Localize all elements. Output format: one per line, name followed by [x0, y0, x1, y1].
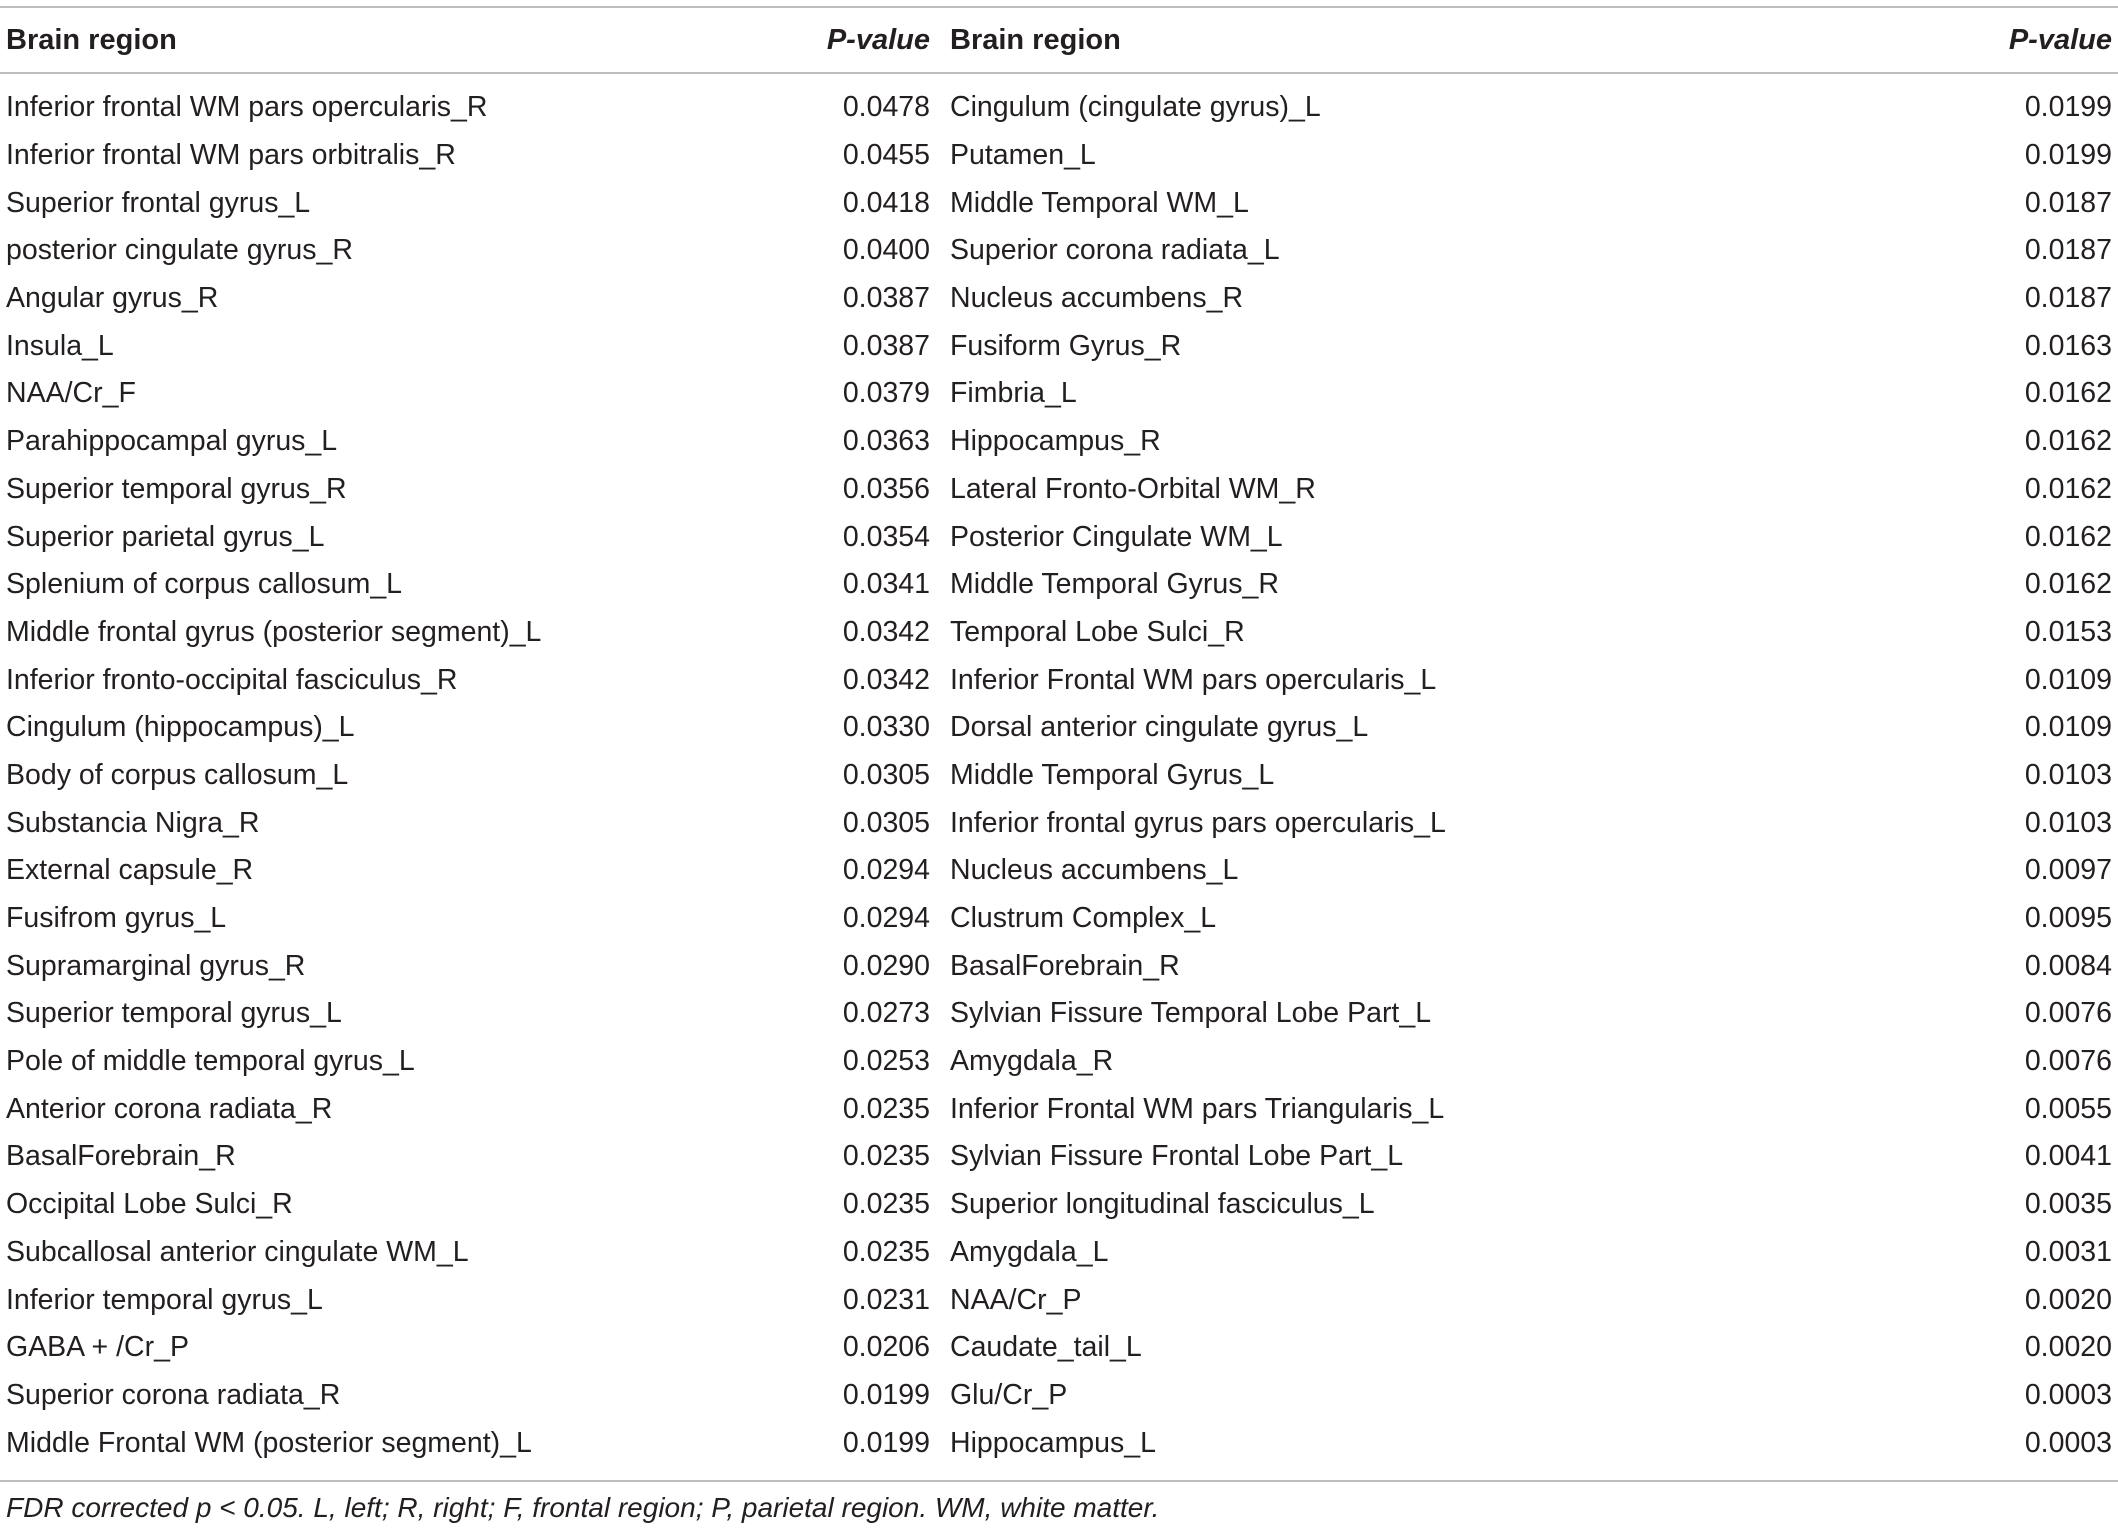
right-p-value-cell: 0.0187 — [2024, 234, 2112, 267]
left-p-value-cell: 0.0235 — [842, 1235, 930, 1268]
right-region-cell: Superior longitudinal fasciculus_L — [950, 1188, 1375, 1221]
right-region-cell: Amygdala_L — [950, 1235, 1109, 1268]
right-p-value-cell: 0.0162 — [2024, 377, 2112, 410]
right-p-value-cell: 0.0041 — [2024, 1140, 2112, 1173]
left-region-cell: Superior temporal gyrus_R — [6, 472, 347, 505]
right-region-cell: Amygdala_R — [950, 1045, 1114, 1078]
left-p-value-cell: 0.0342 — [842, 663, 930, 696]
table-row — [0, 227, 2118, 275]
right-region-cell: Putamen_L — [950, 139, 1096, 172]
right-region-cell: Lateral Fronto-Orbital WM_R — [950, 472, 1316, 505]
right-p-value-cell: 0.0199 — [2024, 139, 2112, 172]
left-region-cell: Cingulum (hippocampus)_L — [6, 711, 355, 744]
left-region-cell: Supramarginal gyrus_R — [6, 949, 306, 982]
left-region-cell: Occipital Lobe Sulci_R — [6, 1188, 293, 1221]
right-region-cell: BasalForebrain_R — [950, 949, 1180, 982]
table-row — [0, 990, 2118, 1038]
table-row — [0, 799, 2118, 847]
left-p-value-cell: 0.0231 — [842, 1283, 930, 1316]
right-p-value-cell: 0.0162 — [2024, 520, 2112, 553]
table-row — [0, 1085, 2118, 1133]
left-region-cell: External capsule_R — [6, 854, 254, 887]
left-region-cell: Inferior fronto-occipital fasciculus_R — [6, 663, 458, 696]
right-region-cell: Caudate_tail_L — [950, 1331, 1142, 1364]
header-p-value-left-label: P-value — [826, 23, 930, 56]
table-body — [0, 72, 2118, 1467]
header-row — [0, 8, 2118, 72]
left-p-value-cell: 0.0235 — [842, 1140, 930, 1173]
right-region-cell: Hippocampus_R — [950, 425, 1161, 458]
left-region-cell: Parahippocampal gyrus_L — [6, 425, 338, 458]
right-p-value-cell: 0.0003 — [2024, 1378, 2112, 1411]
right-p-value-cell: 0.0020 — [2024, 1283, 2112, 1316]
right-p-value-cell: 0.0076 — [2024, 1045, 2112, 1078]
left-region-cell: Anterior corona radiata_R — [6, 1092, 333, 1125]
bottom-rule — [0, 1480, 2118, 1482]
left-p-value-cell: 0.0400 — [842, 234, 930, 267]
left-p-value-cell: 0.0478 — [842, 91, 930, 124]
right-p-value-cell: 0.0187 — [2024, 282, 2112, 315]
left-p-value-cell: 0.0206 — [842, 1331, 930, 1364]
left-p-value-cell: 0.0235 — [842, 1092, 930, 1125]
right-region-cell: Middle Temporal Gyrus_R — [950, 568, 1279, 601]
table-row — [0, 1419, 2118, 1467]
table-row — [0, 752, 2118, 800]
right-region-cell: Nucleus accumbens_L — [950, 854, 1239, 887]
left-region-cell: BasalForebrain_R — [6, 1140, 236, 1173]
right-p-value-cell: 0.0153 — [2024, 615, 2112, 648]
left-region-cell: NAA/Cr_F — [6, 377, 136, 410]
left-p-value-cell: 0.0305 — [842, 806, 930, 839]
left-p-value-cell: 0.0290 — [842, 949, 930, 982]
left-p-value-cell: 0.0235 — [842, 1188, 930, 1221]
table-row — [0, 275, 2118, 323]
left-region-cell: Inferior temporal gyrus_L — [6, 1283, 323, 1316]
table-row — [0, 561, 2118, 609]
right-p-value-cell: 0.0084 — [2024, 949, 2112, 982]
left-p-value-cell: 0.0199 — [842, 1426, 930, 1459]
table-row — [0, 72, 2118, 132]
table-row — [0, 132, 2118, 180]
left-region-cell: Superior parietal gyrus_L — [6, 520, 325, 553]
left-p-value-cell: 0.0387 — [842, 329, 930, 362]
left-p-value-cell: 0.0341 — [842, 568, 930, 601]
right-region-cell: Hippocampus_L — [950, 1426, 1156, 1459]
right-region-cell: Inferior Frontal WM pars Triangularis_L — [950, 1092, 1445, 1125]
left-region-cell: Middle Frontal WM (posterior segment)_L — [6, 1426, 532, 1459]
table-row — [0, 370, 2118, 418]
table-row — [0, 1133, 2118, 1181]
left-p-value-cell: 0.0342 — [842, 615, 930, 648]
header-brain-region-right: Brain region — [950, 23, 1121, 56]
right-region-cell: Temporal Lobe Sulci_R — [950, 615, 1245, 648]
left-p-value-cell: 0.0273 — [842, 997, 930, 1030]
table-row — [0, 466, 2118, 514]
table-footnote: FDR corrected p < 0.05. L, left; R, right; F, frontal region; P, parietal region. WM, white matter. — [6, 1492, 1160, 1523]
right-p-value-cell: 0.0162 — [2024, 568, 2112, 601]
right-p-value-cell: 0.0109 — [2024, 711, 2112, 744]
table-row — [0, 1276, 2118, 1324]
header-p-value-right-label: P-value — [2008, 23, 2112, 56]
table-row — [0, 895, 2118, 943]
results-table — [0, 8, 2118, 1467]
right-region-cell: Inferior Frontal WM pars opercularis_L — [950, 663, 1437, 696]
right-p-value-cell: 0.0076 — [2024, 997, 2112, 1030]
left-p-value-cell: 0.0387 — [842, 282, 930, 315]
header-rule — [0, 72, 2118, 74]
table-row — [0, 1324, 2118, 1372]
left-region-cell: Insula_L — [6, 329, 114, 362]
table-row — [0, 179, 2118, 227]
right-p-value-cell: 0.0055 — [2024, 1092, 2112, 1125]
left-region-cell: Angular gyrus_R — [6, 282, 219, 315]
left-region-cell: Inferior frontal WM pars orbitralis_R — [6, 139, 456, 172]
left-p-value-cell: 0.0418 — [842, 186, 930, 219]
left-p-value-cell: 0.0379 — [842, 377, 930, 410]
right-region-cell: Dorsal anterior cingulate gyrus_L — [950, 711, 1369, 744]
left-p-value-cell: 0.0354 — [842, 520, 930, 553]
left-region-cell: Substancia Nigra_R — [6, 806, 260, 839]
left-p-value-cell: 0.0253 — [842, 1045, 930, 1078]
left-p-value-cell: 0.0455 — [842, 139, 930, 172]
table-row — [0, 418, 2118, 466]
right-p-value-cell: 0.0031 — [2024, 1235, 2112, 1268]
left-p-value-cell: 0.0356 — [842, 472, 930, 505]
table-row — [0, 704, 2118, 752]
left-region-cell: Subcallosal anterior cingulate WM_L — [6, 1235, 469, 1268]
right-p-value-cell: 0.0109 — [2024, 663, 2112, 696]
table-row — [0, 1181, 2118, 1229]
left-p-value-cell: 0.0330 — [842, 711, 930, 744]
right-region-cell: Nucleus accumbens_R — [950, 282, 1244, 315]
right-p-value-cell: 0.0003 — [2024, 1426, 2112, 1459]
right-p-value-cell: 0.0095 — [2024, 902, 2112, 935]
table-row — [0, 942, 2118, 990]
table-row — [0, 1372, 2118, 1420]
left-region-cell: Superior corona radiata_R — [6, 1378, 341, 1411]
table-row — [0, 656, 2118, 704]
left-p-value-cell: 0.0294 — [842, 902, 930, 935]
left-p-value-cell: 0.0305 — [842, 758, 930, 791]
right-region-cell: Middle Temporal WM_L — [950, 186, 1249, 219]
right-p-value-cell: 0.0097 — [2024, 854, 2112, 887]
left-p-value-cell: 0.0363 — [842, 425, 930, 458]
left-region-cell: Pole of middle temporal gyrus_L — [6, 1045, 415, 1078]
left-region-cell: Superior frontal gyrus_L — [6, 186, 311, 219]
table-row — [0, 1038, 2118, 1086]
right-region-cell: Middle Temporal Gyrus_L — [950, 758, 1275, 791]
left-region-cell: Inferior frontal WM pars opercularis_R — [6, 91, 488, 124]
right-p-value-cell: 0.0163 — [2024, 329, 2112, 362]
right-p-value-cell: 0.0103 — [2024, 806, 2112, 839]
right-p-value-cell: 0.0199 — [2024, 91, 2112, 124]
table-row — [0, 847, 2118, 895]
table-row — [0, 322, 2118, 370]
right-region-cell: Posterior Cingulate WM_L — [950, 520, 1283, 553]
header-brain-region-left: Brain region — [6, 23, 177, 56]
right-region-cell: Fimbria_L — [950, 377, 1077, 410]
right-region-cell: Fusiform Gyrus_R — [950, 329, 1182, 362]
right-region-cell: Superior corona radiata_L — [950, 234, 1280, 267]
left-region-cell: Superior temporal gyrus_L — [6, 997, 342, 1030]
right-region-cell: Sylvian Fissure Temporal Lobe Part_L — [950, 997, 1432, 1030]
table-row — [0, 1229, 2118, 1277]
right-region-cell: Cingulum (cingulate gyrus)_L — [950, 91, 1321, 124]
left-region-cell: GABA + /Cr_P — [6, 1331, 189, 1364]
left-region-cell: posterior cingulate gyrus_R — [6, 234, 353, 267]
right-region-cell: Inferior frontal gyrus pars opercularis_L — [950, 806, 1446, 839]
left-region-cell: Fusifrom gyrus_L — [6, 902, 227, 935]
right-region-cell: Glu/Cr_P — [950, 1378, 1068, 1411]
left-region-cell: Splenium of corpus callosum_L — [6, 568, 403, 601]
table-row — [0, 513, 2118, 561]
header-p-value-left — [700, 8, 930, 72]
right-p-value-cell: 0.0162 — [2024, 472, 2112, 505]
left-p-value-cell: 0.0199 — [842, 1378, 930, 1411]
right-p-value-cell: 0.0162 — [2024, 425, 2112, 458]
right-p-value-cell: 0.0020 — [2024, 1331, 2112, 1364]
left-region-cell: Body of corpus callosum_L — [6, 758, 349, 791]
left-p-value-cell: 0.0294 — [842, 854, 930, 887]
left-region-cell: Middle frontal gyrus (posterior segment)_L — [6, 615, 542, 648]
right-p-value-cell: 0.0187 — [2024, 186, 2112, 219]
right-region-cell: Clustrum Complex_L — [950, 902, 1217, 935]
right-p-value-cell: 0.0035 — [2024, 1188, 2112, 1221]
right-p-value-cell: 0.0103 — [2024, 758, 2112, 791]
right-region-cell: Sylvian Fissure Frontal Lobe Part_L — [950, 1140, 1404, 1173]
right-region-cell: NAA/Cr_P — [950, 1283, 1082, 1316]
header-p-value-right — [1970, 8, 2118, 72]
table-row — [0, 609, 2118, 657]
